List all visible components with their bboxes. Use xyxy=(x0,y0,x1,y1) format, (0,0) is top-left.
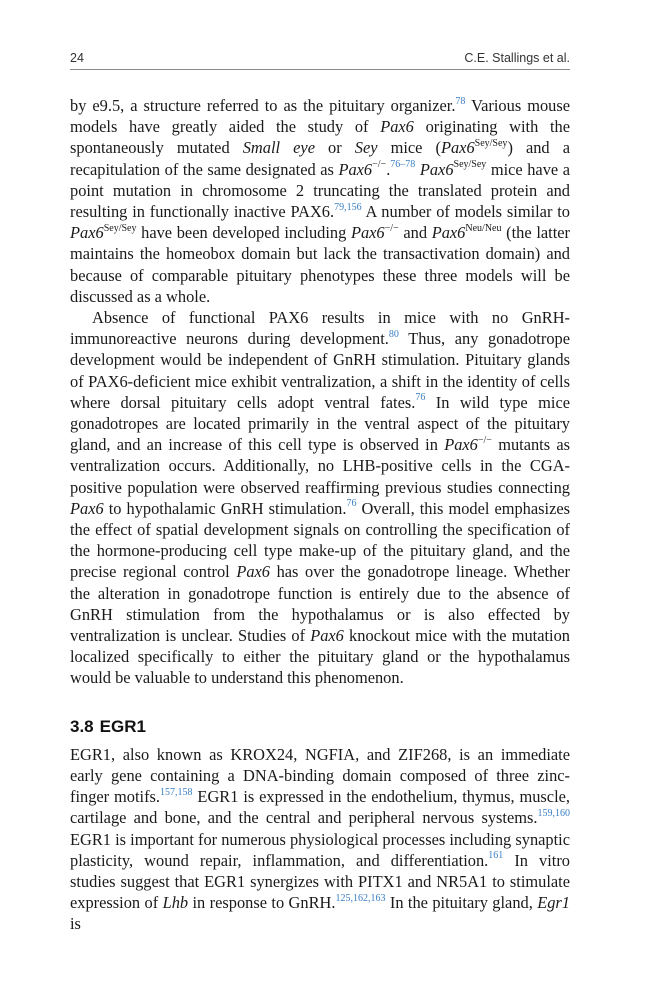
text-run: and xyxy=(398,223,432,243)
allele-superscript: Neu/Neu xyxy=(465,222,502,234)
text-run: ) and a recapitulation of the same designated as xyxy=(70,138,570,179)
citation-link[interactable]: 161 xyxy=(488,850,504,862)
section-heading xyxy=(70,716,570,738)
running-title: C.E. Stallings et al. xyxy=(464,51,570,65)
citation-link[interactable]: 80 xyxy=(388,328,399,340)
citation-link[interactable]: 157,158 xyxy=(160,786,193,798)
text-run: In the pituitary gland, xyxy=(385,893,538,913)
text-run: or xyxy=(314,138,355,158)
allele-superscript: −/− xyxy=(384,222,399,234)
citation-link[interactable]: 159,160 xyxy=(537,807,570,819)
gene-name: Pax6 xyxy=(380,117,414,137)
text-run: have been developed including xyxy=(136,223,351,243)
gene-name: Pax6 xyxy=(236,562,270,582)
gene-name: Pax6 xyxy=(440,138,475,158)
text-run: Various mouse models have greatly aided the study of xyxy=(70,96,570,137)
text-run: knockout mice with the mutation localized specifically to either the pituitary gland or the hypothalamus would be valuable to understand this phenomenon. xyxy=(70,626,570,688)
text-run: In wild type mice gonadotropes are located primarily in the ventral aspect of the pituitary gland, and an increase of this cell type is observed in xyxy=(70,392,570,455)
text-run: EGR1 is expressed in the endothelium, thymus, muscle, cartilage and bone, and the central and peripheral nervous systems. xyxy=(70,787,570,828)
paragraph xyxy=(70,307,570,689)
strain-name: Small eye xyxy=(242,138,315,158)
citation-link[interactable]: 76 xyxy=(346,498,357,510)
text-run: . xyxy=(386,159,391,179)
text-run: mice ( xyxy=(377,138,441,158)
paragraph xyxy=(70,744,570,935)
allele-superscript: −/− xyxy=(477,434,492,446)
text-run: mice have a point mutation in chromosome 2 truncating the translated protein and resulting in functionally inactive PAX6. xyxy=(70,159,570,222)
page-body xyxy=(70,95,570,935)
text-run: Thus, any gonadotrope development would be independent of GnRH stimulation. Pituitary glands of PAX6-deficient mice exhibit ventralization, a shift in the identity of cells where dorsal pituitary cells adopt ventral fates. xyxy=(70,329,570,412)
header-rule xyxy=(70,69,570,70)
allele-superscript: Sey/Sey xyxy=(453,159,487,171)
strain-name: Sey xyxy=(354,138,378,158)
allele-superscript: Sey/Sey xyxy=(103,222,137,234)
gene-name: Pax6 xyxy=(419,159,454,179)
allele-superscript: −/− xyxy=(372,159,387,171)
paragraph xyxy=(70,95,570,307)
gene-name: Pax6 xyxy=(431,223,466,243)
page-number: 24 xyxy=(70,51,84,65)
citation-link[interactable]: 76–78 xyxy=(390,159,416,171)
text-run: Overall, this model emphasizes the effect of spatial development signals on controlling the specification of the hormone-producing cell type make-up of the pituitary gland, and the precise regional control xyxy=(70,498,571,582)
gene-name: Pax6 xyxy=(338,159,373,179)
allele-superscript: Sey/Sey xyxy=(474,137,508,149)
section-number: 3.8 xyxy=(70,716,94,736)
citation-link[interactable]: 76 xyxy=(415,392,426,404)
text-run: originating with the spontaneously mutated xyxy=(70,117,570,158)
text-run: has over the gonadotrope lineage. Whether the alteration in gonadotrope function is entirely due to the absence of GnRH stimulation from the hypothalamus or is also effected by ventralization is unclear. Studies of xyxy=(70,562,570,646)
text-run: to hypothalamic GnRH stimulation. xyxy=(103,498,347,518)
gene-name: Pax6 xyxy=(444,435,478,455)
gene-name: Lhb xyxy=(162,893,189,913)
text-run: In vitro studies suggest that EGR1 synergizes with PITX1 and NR5A1 to stimulate expression of xyxy=(70,850,570,913)
text-run: EGR1, also known as KROX24, NGFIA, and ZIF268, is an immediate early gene containing a DNA-binding domain composed of three zinc-finger motifs. xyxy=(70,744,570,807)
running-header xyxy=(70,48,570,68)
text-run: A number of models similar to xyxy=(361,202,570,222)
text-run: EGR1 is important for numerous physiological processes including synaptic plasticity, wound repair, inflammation, and differentiation. xyxy=(70,829,570,870)
text-run: (the latter maintains the homeobox domain but lack the transactivation domain) and because of comparable pituitary phenotypes these three models will be discussed as a whole. xyxy=(70,223,570,306)
gene-name: Pax6 xyxy=(70,498,104,518)
citation-link[interactable]: 125,162,163 xyxy=(335,892,386,904)
text-run: by e9.5, a structure referred to as the pituitary organizer. xyxy=(70,96,456,115)
text-run: is xyxy=(70,914,81,934)
gene-name: Pax6 xyxy=(310,626,344,646)
citation-link[interactable]: 78 xyxy=(455,95,466,107)
gene-name: Pax6 xyxy=(350,223,385,243)
gene-name: Egr1 xyxy=(537,893,571,913)
section-title: EGR1 xyxy=(99,716,146,736)
citation-link[interactable]: 79,156 xyxy=(334,201,362,213)
text-run: in response to GnRH. xyxy=(188,893,336,913)
text-run: Absence of functional PAX6 results in mice with no GnRH-immunoreactive neurons during development. xyxy=(70,308,570,349)
text-run: mutants as ventralization occurs. Additionally, no LHB-positive cells in the CGA-positive population were observed reaffirming previous studies connecting xyxy=(70,435,570,497)
gene-name: Pax6 xyxy=(70,223,104,243)
